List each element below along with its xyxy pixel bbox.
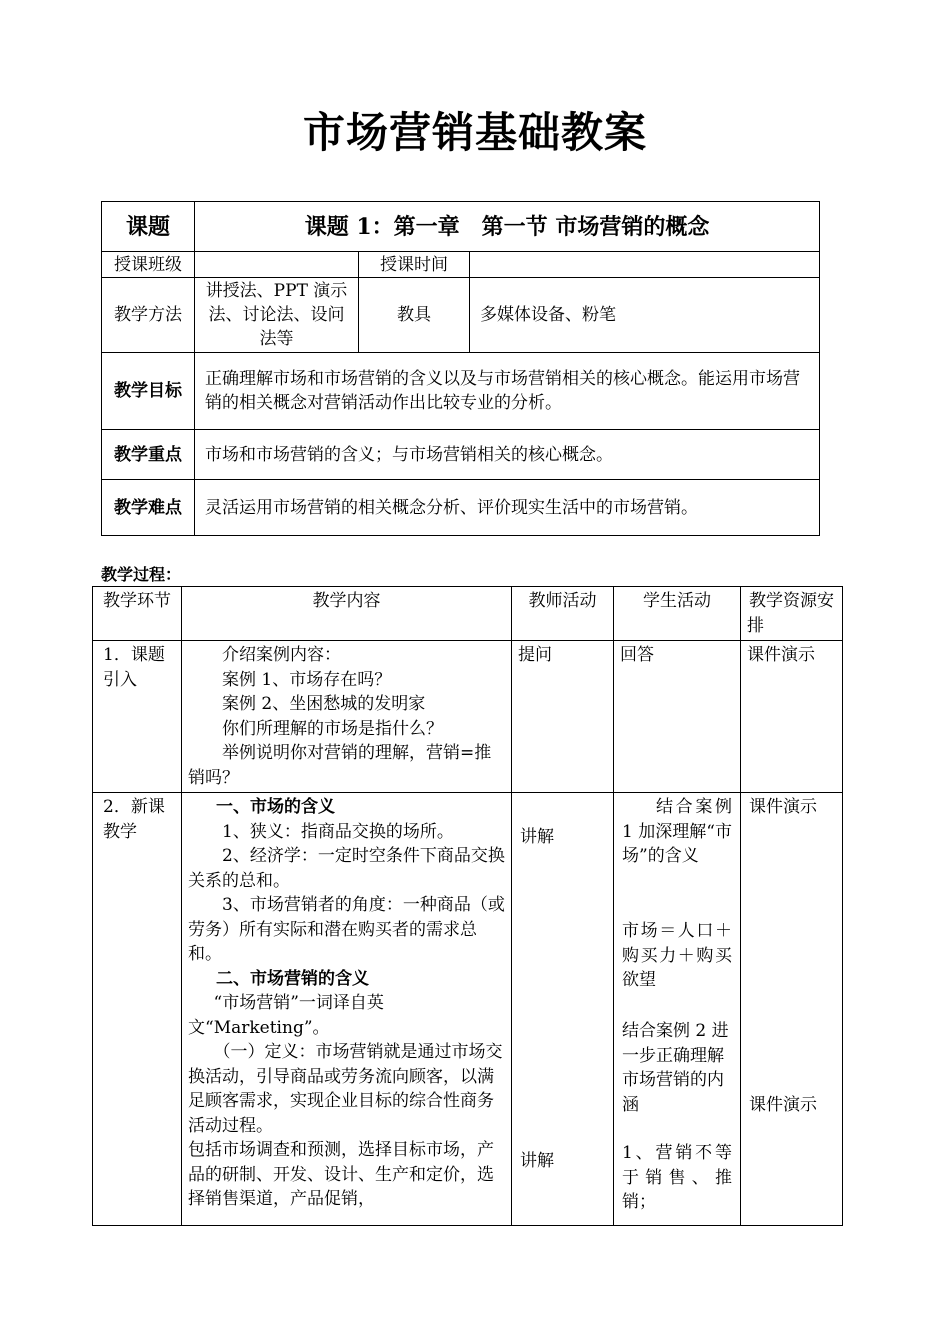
difficult-label: 教学难点 xyxy=(102,480,195,536)
row1-content-line: 举例说明你对营销的理解，营销=推销吗？ xyxy=(188,743,492,788)
topic-label: 课题 xyxy=(102,202,195,252)
tools-label: 教具 xyxy=(359,278,470,353)
goal-label: 教学目标 xyxy=(102,353,195,430)
difficult-value: 灵活运用市场营销的相关概念分析、评价现实生活中的市场营销。 xyxy=(195,480,820,536)
header-stage: 教学环节 xyxy=(93,587,182,641)
row1-student: 回答 xyxy=(614,641,741,793)
row2-content-line: 1、狭义：指商品交换的场所。 xyxy=(222,821,454,842)
row1-content-line: 你们所理解的市场是指什么？ xyxy=(222,718,443,739)
student-activity: 结合案例 1 加深理解“市场”的含义 xyxy=(622,797,732,866)
row2-content-line: 包括市场调查和预测，选择目标市场，产品的研制、开发、设计、生产和定价，选择销售渠道，产品促销， xyxy=(188,1140,494,1209)
header-student: 学生活动 xyxy=(614,587,741,641)
class-label: 授课班级 xyxy=(102,252,195,278)
tools-value: 多媒体设备、粉笔 xyxy=(470,278,820,353)
row1-content-line: 介绍案例内容： xyxy=(222,645,341,665)
table-row xyxy=(93,793,843,1226)
row1-content xyxy=(182,641,512,793)
row2-resource xyxy=(741,793,843,1226)
resource-item: 课件演示 xyxy=(749,797,817,817)
row2-student xyxy=(614,793,741,1226)
time-label: 授课时间 xyxy=(359,252,470,278)
row1-resource: 课件演示 xyxy=(741,641,843,793)
row2-content-line: 2、经济学：一定时空条件下商品交换关系的总和。 xyxy=(188,846,505,891)
resource-item: 课件演示 xyxy=(749,1095,817,1115)
row1-content-line: 案例 1、市场存在吗？ xyxy=(222,669,392,690)
method-label: 教学方法 xyxy=(102,278,195,353)
table-row xyxy=(93,641,843,793)
row1-content-line: 案例 2、坐困愁城的发明家 xyxy=(222,694,426,714)
row2-content-line: 3、市场营销者的角度：一种商品（或劳务）所有实际和潜在购买者的需求总和。 xyxy=(188,895,505,964)
header-content: 教学内容 xyxy=(182,587,512,641)
process-label: 教学过程： xyxy=(101,565,182,584)
class-value xyxy=(195,252,359,278)
row2-content-line: （一）定义：市场营销就是通过市场交换活动，引导商品或劳务流向顾客，以满足顾客需求，实现企业目标的综合性商务活动过程。 xyxy=(188,1042,503,1136)
teacher-activity: 讲解 xyxy=(520,1151,554,1171)
row1-teacher: 提问 xyxy=(512,641,614,793)
row2-stage: 2．新课教学 xyxy=(93,793,182,1226)
row1-stage: 1．课题引入 xyxy=(93,641,182,793)
topic-value: 课题 1：第一章 第一节 市场营销的概念 xyxy=(195,202,820,252)
row2-teacher xyxy=(512,793,614,1226)
student-activity: 市场＝人口＋购买力＋购买欲望 xyxy=(622,921,732,990)
course-info-table xyxy=(101,201,820,536)
header-teacher: 教师活动 xyxy=(512,587,614,641)
student-activity: 1、营销不等于销售、推销； xyxy=(622,1143,732,1212)
goal-value: 正确理解市场和市场营销的含义以及与市场营销相关的核心概念。能运用市场营销的相关概念对营销活动作出比较专业的分析。 xyxy=(195,353,820,430)
document-title: 市场营销基础教案 xyxy=(302,108,647,157)
row2-content xyxy=(182,793,512,1226)
time-value xyxy=(470,252,820,278)
header-resource: 教学资源安排 xyxy=(741,587,843,641)
key-value: 市场和市场营销的含义；与市场营销相关的核心概念。 xyxy=(195,430,820,480)
section-heading: 二、市场营销的含义 xyxy=(216,968,369,989)
teaching-process-table xyxy=(92,586,843,1226)
row2-content-line: “市场营销”一词译自英文“Marketing”。 xyxy=(188,993,384,1038)
method-value: 讲授法、PPT 演示法、讨论法、设问法等 xyxy=(195,278,359,353)
student-activity: 结合案例 2 进一步正确理解市场营销的内涵 xyxy=(622,1021,729,1115)
teacher-activity: 讲解 xyxy=(520,827,554,847)
section-heading: 一、市场的含义 xyxy=(216,797,335,817)
key-label: 教学重点 xyxy=(102,430,195,480)
